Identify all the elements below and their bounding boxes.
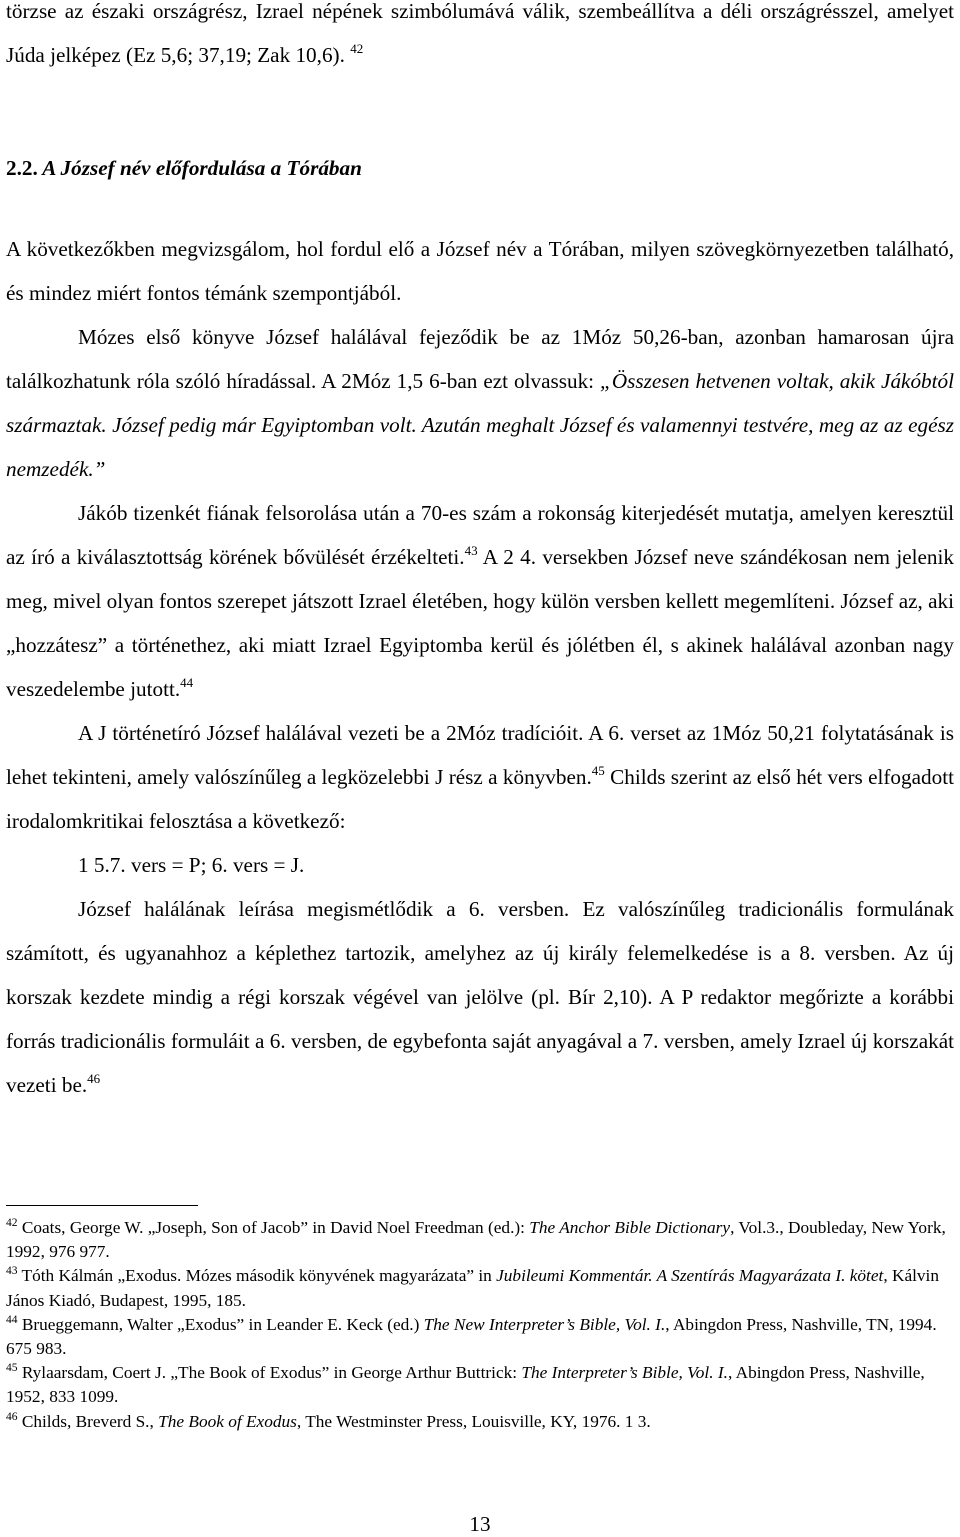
footnote-text: Coats, George W. „Joseph, Son of Jacob” in David Noel Freedman (ed.): <box>17 1218 530 1237</box>
paragraph-4-text-a: A J történetíró József halálával vezeti be a 2Móz tradícióit. A 6. verset az 1Móz 50,21 folytatásának is lehet tekinteni, amely valószínűleg a legközelebbi J rész a könyvben. <box>6 721 954 789</box>
paragraph-6 <box>6 887 954 1107</box>
paragraph-3-text-b: A 2 4. versekben József neve szándékosan nem jelenik meg, mivel olyan fontos szerepet játszott Izrael életében, hogy külön versben kellett megemlíteni. József az, aki „hozzátesz” a történethez, aki miatt Izrael Egyiptomba kerül és jólétben él, s akinek halálával azonban nagy veszedelembe jutott. <box>6 545 954 701</box>
section-number: 2.2. <box>6 156 38 180</box>
footnote-separator <box>6 1205 198 1206</box>
footnote-title: The Book of Exodus <box>158 1411 297 1431</box>
section-title: A József név előfordulása a Tórában <box>42 156 362 180</box>
footnote-title: Jubileumi Kommentár. A Szentírás Magyarázata I. kötet <box>496 1266 884 1286</box>
footnote-title: The Interpreter’s Bible, Vol. I. <box>521 1363 728 1383</box>
paragraph-5: 1 5.7. vers = P; 6. vers = J. <box>78 853 305 877</box>
paragraph-4-text-b: Childs szerint az első hét vers elfogadott irodalomkritikai felosztása a következő: <box>6 765 954 833</box>
footnote-text: , The Westminster Press, Louisville, KY, 1976. 1 3. <box>296 1411 651 1431</box>
footnote-ref-46: 46 <box>87 1071 101 1086</box>
paragraph-3 <box>6 491 954 711</box>
footnote-46 <box>6 1410 954 1434</box>
footnote-42 <box>6 1216 954 1264</box>
paragraph-1: A következőkben megvizsgálom, hol fordul elő a József név a Tórában, milyen szövegkörnyezetben található, és mindez miért fontos témánk szempontjából. <box>6 237 954 305</box>
footnote-ref-45: 45 <box>591 763 605 778</box>
footnote-43 <box>6 1264 954 1312</box>
paragraph-3-text-a: Jákób tizenkét fiának felsorolása után a 70-es szám a rokonság kiterjedését mutatja, amelyen keresztül az író a kiválasztottság körének bővülését érzékelteti. <box>6 501 954 569</box>
paragraph-2 <box>6 315 954 491</box>
footnote-text: , Abingdon Press, Nashville, 1952, 833 1099. <box>6 1363 925 1407</box>
footnote-text: , Vol.3., Doubleday, New York, 1992, 976 977. <box>6 1218 946 1262</box>
footnotes <box>6 1216 954 1434</box>
footnote-ref-42: 42 <box>350 41 364 56</box>
footnote-number: 42 <box>6 1217 18 1229</box>
footnote-45 <box>6 1361 954 1409</box>
footnote-text: Childs, Breverd S., <box>17 1411 159 1431</box>
section-heading <box>6 146 362 190</box>
footnote-number: 46 <box>6 1410 18 1423</box>
intro-text: törzse az északi országrész, Izrael népének szimbólumává válik, szembeállítva a déli országrésszel, amelyet Júda jelképez (Ez 5,6; 37,19; Zak 10,6). <box>6 0 954 67</box>
page-number: 13 <box>469 1512 491 1536</box>
footnote-text: Rylaarsdam, Coert J. „The Book of Exodus” in George Arthur Buttrick: <box>17 1363 522 1383</box>
footnote-title: The Anchor Bible Dictionary <box>529 1218 731 1237</box>
footnote-title: The New Interpreter’s Bible, Vol. I. <box>423 1314 666 1334</box>
paragraph-4 <box>6 711 954 843</box>
footnote-text: Tóth Kálmán „Exodus. Mózes második könyvének magyarázata” in <box>17 1266 497 1286</box>
footnote-number: 45 <box>6 1362 18 1375</box>
footnote-text: , Kálvin János Kiadó, Budapest, 1995, 185. <box>6 1266 940 1310</box>
footnote-44 <box>6 1313 954 1361</box>
footnote-text: Brueggemann, Walter „Exodus” in Leander E. Keck (ed.) <box>17 1314 424 1334</box>
footnote-ref-44: 44 <box>180 675 194 690</box>
footnote-number: 43 <box>6 1265 18 1278</box>
footnote-ref-43: 43 <box>464 543 478 558</box>
paragraph-2-text: Mózes első könyve József halálával fejeződik be az 1Móz 50,26-ban, azonban hamarosan újra találkozhatunk róla szóló híradással. A 2Móz 1,5 6-ban ezt olvassuk: <box>6 325 954 393</box>
paragraph-6-text: József halálának leírása megismétlődik a 6. versben. Ez valószínűleg tradicionális formulának számított, és ugyanahhoz a képlethez tartozik, amelyhez az új király felemelkedése is a 8. versben. Az új korszak kezdete mindig a régi korszak végével van jelölve (pl. Bír 2,10). A P redaktor megőrizte a korábbi forrás tradicionális formuláit a 6. versben, de egybefonta saját anyagával a 7. versben, amely Izrael új korszakát vezeti be. <box>6 897 954 1097</box>
intro-paragraph <box>6 0 954 77</box>
footnote-number: 44 <box>6 1313 18 1326</box>
scripture-quote: „Összesen hetvenen voltak, akik Jákóbtól származtak. József pedig már Egyiptomban volt. Azután meghalt József és valamennyi testvére, meg az az egész nemzedék.” <box>6 369 955 481</box>
main-text <box>6 227 954 1107</box>
footnote-text: , Abingdon Press, Nashville, TN, 1994. 675 983. <box>6 1314 937 1359</box>
